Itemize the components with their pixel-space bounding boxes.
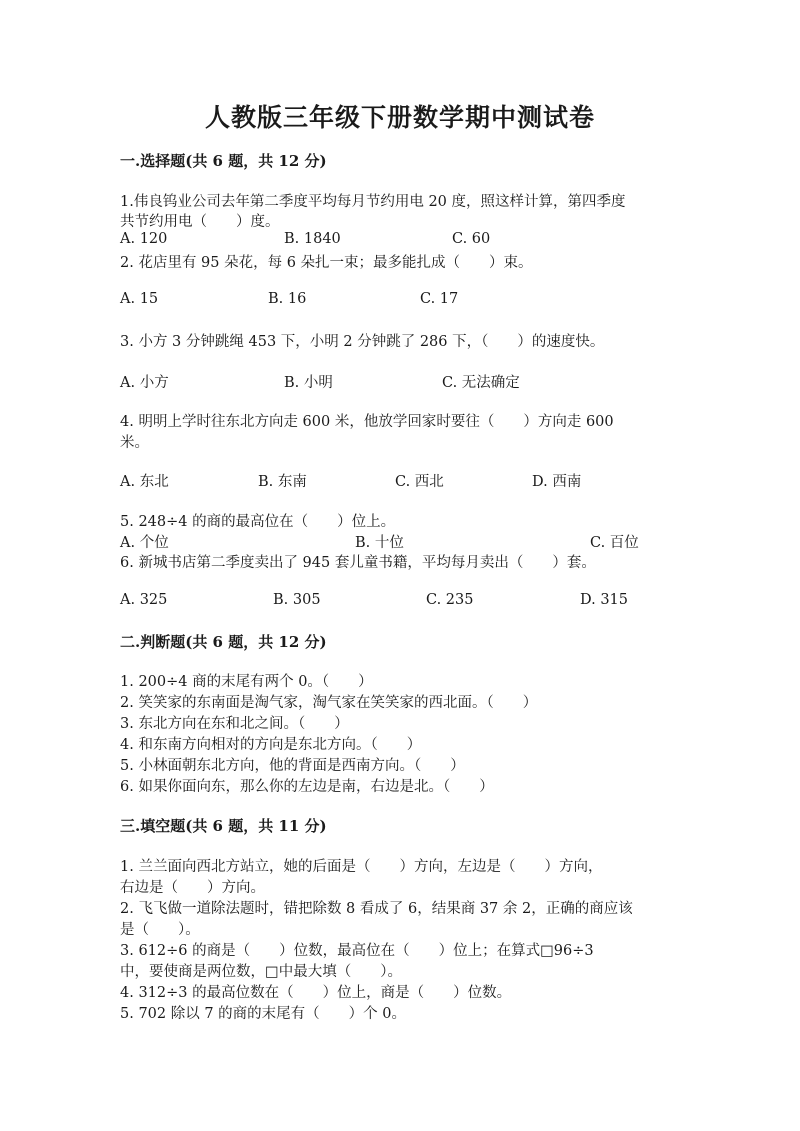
judgement-item-1: 1. 200÷4 商的末尾有两个 0。（ ） [120,674,373,690]
section-heading-judgement: 二.判断题(共 6 题，共 12 分) [120,633,327,651]
question-3-option-a: A. 小方 [120,375,169,391]
fill-blank-line-3: 2. 飞飞做一道除法题时，错把除数 8 看成了 6，结果商 37 余 2，正确的商应该 [120,901,633,917]
judgement-item-2: 2. 笑笑家的东南面是淘气家，淘气家在笑笑家的西北面。（ ） [120,695,538,711]
question-4-line-1: 4. 明明上学时往东北方向走 600 米，他放学回家时要往（ ）方向走 600 [120,414,614,430]
question-6-option-a: A. 325 [120,592,168,608]
question-5-option-b: B. 十位 [355,535,404,551]
question-6-option-c: C. 235 [426,592,474,608]
question-6-line-1: 6. 新城书店第二季度卖出了 945 套儿童书籍，平均每月卖出（ ）套。 [120,555,596,571]
section-heading-fill-blank: 三.填空题(共 6 题，共 11 分) [120,817,327,835]
fill-blank-line-4: 是（ ）。 [120,922,200,938]
question-6-option-d: D. 315 [580,592,629,608]
question-4-line-2: 米。 [120,435,149,451]
judgement-item-4: 4. 和东南方向相对的方向是东北方向。（ ） [120,737,422,753]
fill-blank-line-7: 4. 312÷3 的最高位数在（ ）位上，商是（ ）位数。 [120,985,512,1001]
question-4-option-a: A. 东北 [120,474,169,490]
question-2-line-1: 2. 花店里有 95 朵花，每 6 朵扎一束；最多能扎成（ ）束。 [120,255,533,271]
question-4-option-b: B. 东南 [258,474,307,490]
question-5-option-c: C. 百位 [590,535,639,551]
fill-blank-line-1: 1. 兰兰面向西北方站立，她的后面是（ ）方向，左边是（ ）方向， [120,859,603,875]
question-6-option-b: B. 305 [273,592,321,608]
question-3-option-b: B. 小明 [284,375,333,391]
question-5-option-a: A. 个位 [120,535,169,551]
section-heading-choice: 一.选择题(共 6 题，共 12 分) [120,152,327,170]
question-4-option-c: C. 西北 [395,474,444,490]
question-1-option-a: A. 120 [120,231,168,247]
question-2-option-b: B. 16 [268,291,307,307]
question-1-option-c: C. 60 [452,231,491,247]
question-3-option-c: C. 无法确定 [442,375,520,391]
fill-blank-line-2: 右边是（ ）方向。 [120,880,265,896]
judgement-item-6: 6. 如果你面向东，那么你的左边是南，右边是北。（ ） [120,779,494,795]
question-5-line-1: 5. 248÷4 的商的最高位在（ ）位上。 [120,514,396,530]
page-title: 人教版三年级下册数学期中测试卷 [204,103,595,132]
fill-blank-line-5: 3. 612÷6 的商是（ ）位数，最高位在（ ）位上；在算式□96÷3 [120,943,594,959]
question-2-option-a: A. 15 [120,291,159,307]
question-3-line-1: 3. 小方 3 分钟跳绳 453 下，小明 2 分钟跳了 286 下，（ ）的速度快。 [120,334,605,350]
judgement-item-3: 3. 东北方向在东和北之间。（ ） [120,716,349,732]
fill-blank-line-6: 中，要使商是两位数，□中最大填（ ）。 [120,964,402,980]
question-1-line-1: 1.伟良钨业公司去年第二季度平均每月节约用电 20 度，照这样计算，第四季度 [120,194,626,210]
judgement-item-5: 5. 小林面朝东北方向，他的背面是西南方向。（ ） [120,758,465,774]
question-4-option-d: D. 西南 [532,474,582,490]
question-2-option-c: C. 17 [420,291,459,307]
question-1-line-2: 共节约用电（ ）度。 [120,214,280,230]
fill-blank-line-8: 5. 702 除以 7 的商的末尾有（ ）个 0。 [120,1006,407,1022]
question-1-option-b: B. 1840 [284,231,341,247]
